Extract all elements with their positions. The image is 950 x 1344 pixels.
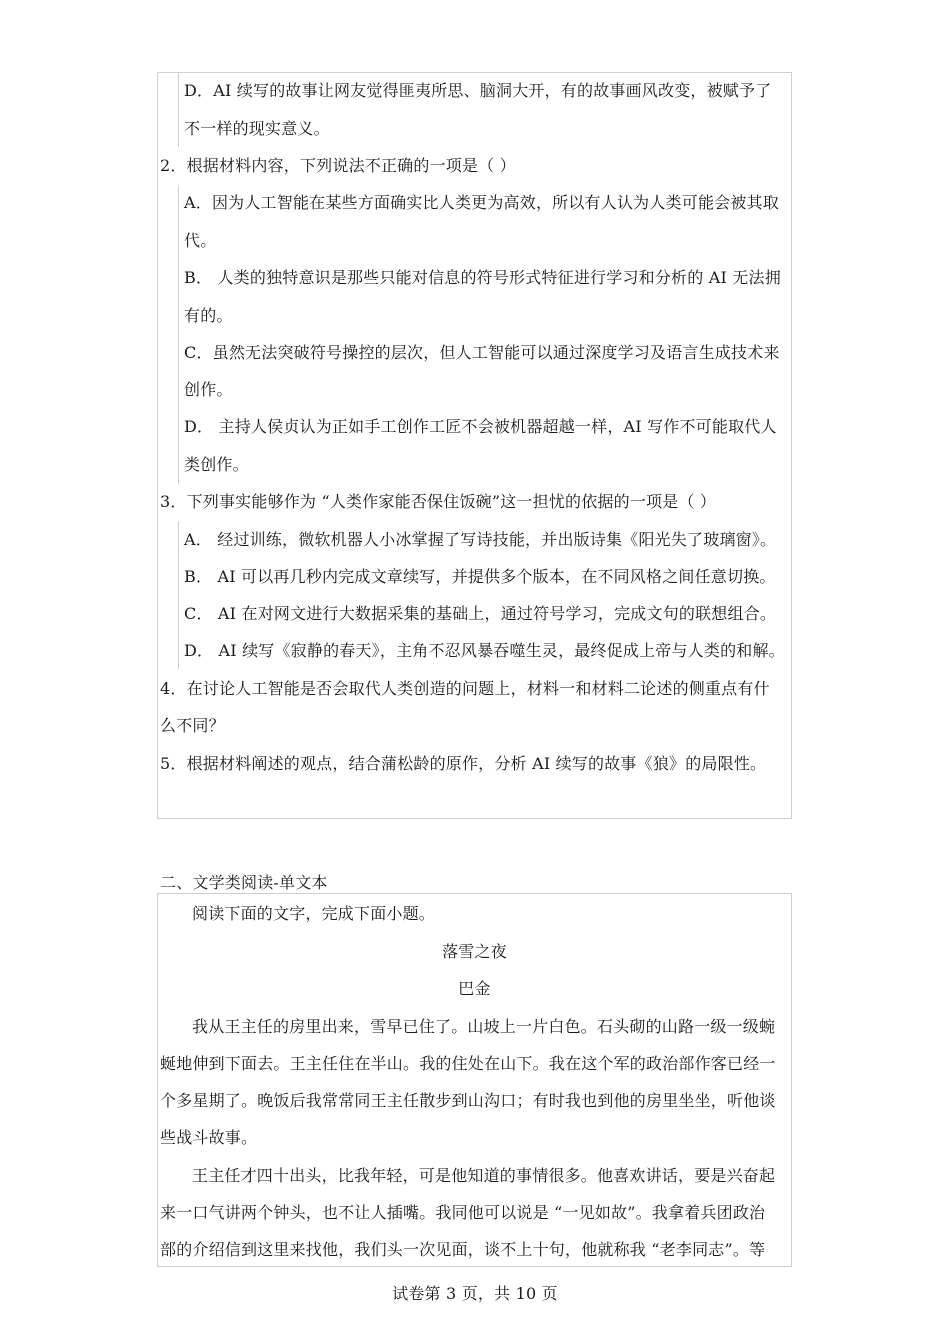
q2-option-d-line1: D． 主持人侯贞认为正如手工创作工匠不会被机器超越一样，AI 写作不可能取代人 [184,417,777,436]
q2-option-c-line2: 创作。 [184,380,233,399]
page-footer: 试卷第 3 页，共 10 页 [392,1284,558,1303]
para1-line1: 我从王主任的房里出来，雪早已住了。山坡上一片白色。石头砌的山路一级一级蜿 [192,1017,776,1036]
q3-option-b: B． AI 可以再几秒内完成文章续写，并提供多个版本，在不同风格之间任意切换。 [184,567,776,586]
para2-line1: 王主任才四十出头，比我年轻，可是他知道的事情很多。他喜欢讲话，要是兴奋起 [192,1166,776,1185]
q2-stem: 2．根据材料内容，下列说法不正确的一项是（ ） [160,156,516,175]
q2-option-a-line1: A．因为人工智能在某些方面确实比人类更为高效，所以有人认为人类可能会被其取 [184,193,779,212]
q2-option-c-line1: C．虽然无法突破符号操控的层次，但人工智能可以通过深度学习及语言生成技术来 [184,343,780,362]
para1-line2: 蜒地伸到下面去。王主任住在半山。我的住处在山下。我在这个军的政治部作客已经一 [160,1054,776,1073]
q1-options-bar [178,72,179,147]
para2-line2: 来一口气讲两个钟头，也不让人插嘴。我同他可以说是 “一见如故”。我拿着兵团政治 [160,1203,766,1222]
q4-line1: 4．在讨论人工智能是否会取代人类创造的问题上，材料一和材料二论述的侧重点有什 [160,679,770,698]
para1-line3: 个多星期了。晚饭后我常常同王主任散步到山沟口；有时我也到他的房里坐坐，听他谈 [160,1091,776,1110]
para1-line4: 些战斗故事。 [160,1128,258,1147]
q1-option-d-line2: 不一样的现实意义。 [184,119,330,138]
q3-options-bar [178,521,179,669]
passage-author: 巴金 [458,979,491,998]
q3-option-c: C． AI 在对网文进行大数据采集的基础上，通过符号学习，完成文句的联想组合。 [184,604,777,623]
q2-options-bar [178,186,179,484]
q3-stem: 3．下列事实能够作为 “人类作家能否保住饭碗”这一担忧的依据的一项是（ ） [160,492,717,511]
q2-option-d-line2: 类创作。 [184,455,249,474]
q3-option-d: D． AI 续写《寂静的春天》，主角不忍风暴吞噬生灵，最终促成上帝与人类的和解。 [184,641,785,660]
passage-title: 落雪之夜 [442,942,507,961]
section1-box [157,72,792,819]
q4-line2: 么不同？ [160,716,225,735]
q5: 5．根据材料阐述的观点，结合蒲松龄的原作，分析 AI 续写的故事《狼》的局限性。 [160,754,767,773]
reading-instruction: 阅读下面的文字，完成下面小题。 [192,904,436,923]
q2-option-b-line2: 有的。 [184,306,233,325]
para2-line3: 部的介绍信到这里来找他，我们头一次见面，谈不上十句，他就称我 “老李同志”。等 [160,1240,766,1259]
q2-option-a-line2: 代。 [184,231,217,250]
q1-option-d-line1: D．AI 续写的故事让网友觉得匪夷所思、脑洞大开，有的故事画风改变，被赋予了 [184,81,772,100]
q2-option-b-line1: B． 人类的独特意识是那些只能对信息的符号形式特征进行学习和分析的 AI 无法拥 [184,268,781,287]
section2-heading: 二、文学类阅读-单文本 [160,873,328,892]
q3-option-a: A． 经过训练，微软机器人小冰掌握了写诗技能，并出版诗集《阳光失了玻璃窗》。 [184,530,777,549]
